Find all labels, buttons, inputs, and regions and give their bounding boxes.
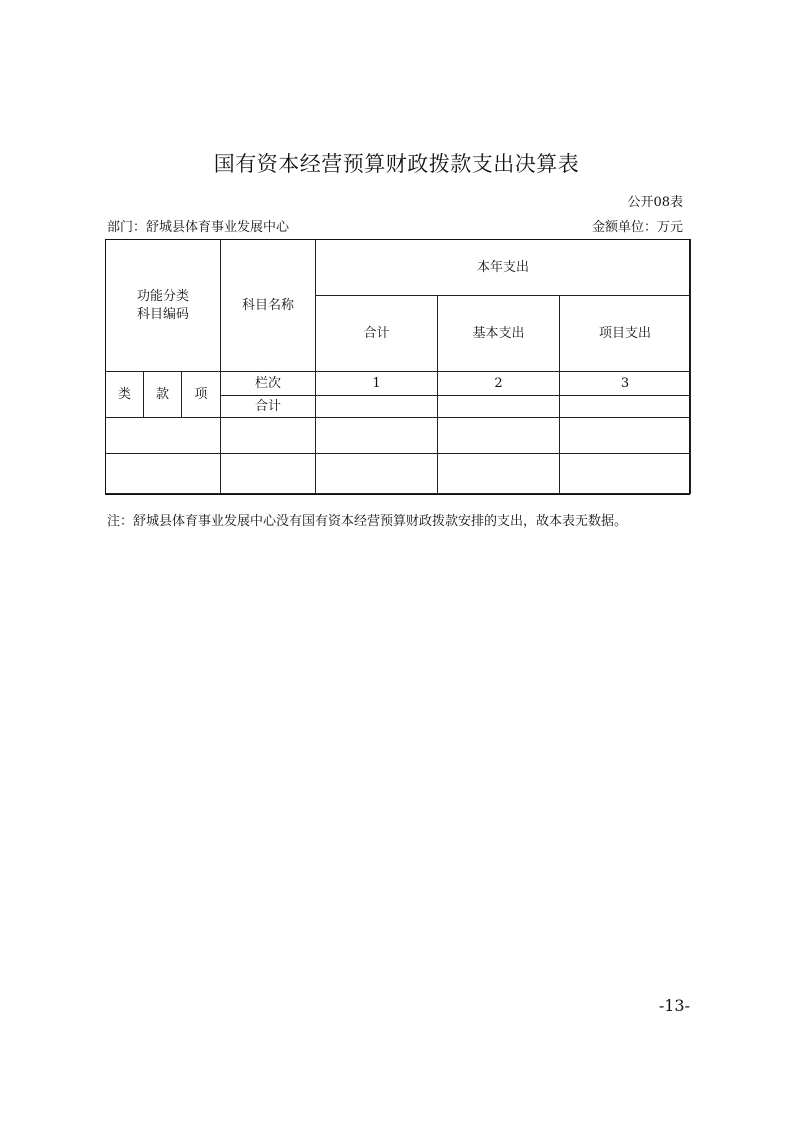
empty-row-1-subject [221,418,316,454]
row-seq-label: 栏次 [221,372,316,396]
function-class-line2: 科目编码 [136,306,189,322]
page-number: -13- [658,996,690,1015]
seq-2: 2 [438,372,560,396]
total-cell-2 [438,396,560,418]
function-class-header [106,240,221,372]
empty-row-2-basic [438,454,560,494]
table-note: 注：舒城县体育事业发展中心没有国有资本经营预算财政拨款安排的支出，故本表无数据。 [107,514,628,529]
empty-row-2-project [560,454,691,494]
empty-row-1-total [316,418,438,454]
empty-row-1-project [560,418,691,454]
empty-row-1-basic [438,418,560,454]
form-number: 公开08表 [627,195,683,210]
category-lei: 类 [106,372,144,418]
function-class-line1: 功能分类 [136,288,189,304]
total-cell-3 [560,396,691,418]
empty-row-2-total [316,454,438,494]
total-column-header: 合计 [316,296,438,372]
department-label: 部门：舒城县体育事业发展中心 [107,220,290,235]
empty-row-1-code [106,418,221,454]
seq-3: 3 [560,372,691,396]
current-year-expense-header: 本年支出 [316,240,691,296]
empty-row-2-code [106,454,221,494]
empty-row-2-subject [221,454,316,494]
project-expense-column-header: 项目支出 [560,296,691,372]
total-cell-1 [316,396,438,418]
amount-unit-label: 金额单位：万元 [591,220,683,235]
subject-name-header: 科目名称 [221,240,316,372]
row-total-label: 合计 [221,396,316,418]
expense-table [105,239,691,494]
page-title: 国有资本经营预算财政拨款支出决算表 [213,152,580,176]
seq-1: 1 [316,372,438,396]
category-kuan: 款 [144,372,182,418]
category-xiang: 项 [182,372,221,418]
basic-expense-column-header: 基本支出 [438,296,560,372]
